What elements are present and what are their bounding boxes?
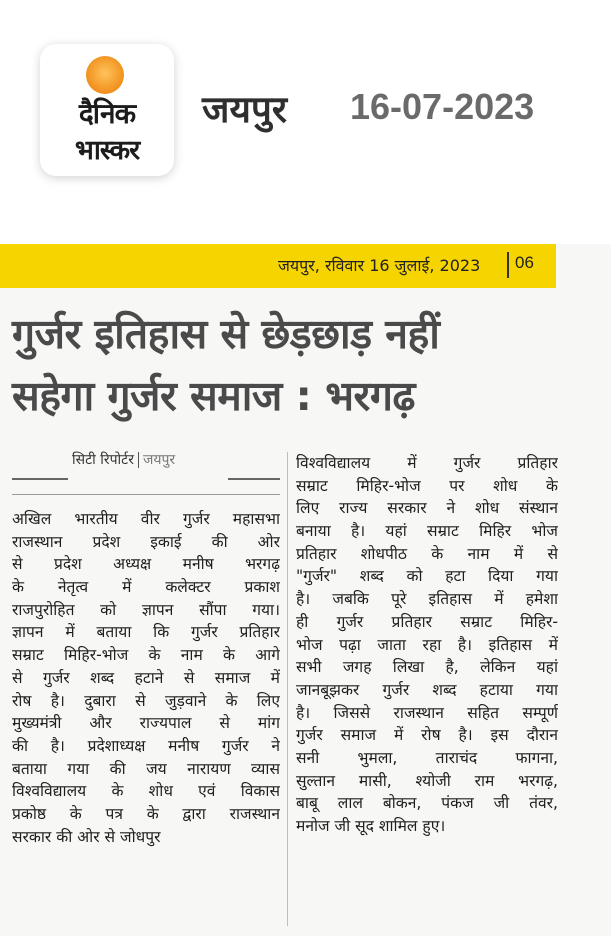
article-line: बताया गया की जय नारायण व्यास <box>12 759 280 778</box>
page-number: 06 <box>515 253 534 272</box>
dateline-separator <box>507 252 509 278</box>
app-header <box>0 0 611 240</box>
article-line: राजपुरोहित को ज्ञापन सौंपा गया। <box>12 600 280 619</box>
article-line: राजस्थान प्रदेश इकाई की ओर <box>12 532 280 551</box>
article-line: बाबू लाल बोकन, पंकज जी तंवर, <box>296 794 558 813</box>
dainik-bhaskar-logo <box>40 44 174 176</box>
dateline-strip <box>0 244 556 288</box>
logo-text-line1: दैनिक <box>78 97 136 130</box>
article-line: सुल्तान मासी, श्योजी राम भरगढ़, <box>296 771 558 790</box>
article-line: विश्वविद्यालय के शोध एवं विकास <box>12 782 280 801</box>
sun-icon <box>86 56 124 94</box>
article-line: अखिल भारतीय वीर गुर्जर महासभा <box>12 510 280 528</box>
article-line: ज्ञापन में बताया कि गुर्जर प्रतिहार <box>12 623 280 642</box>
headline-line1: गुर्जर इतिहास से छेड़छाड़ नहीं <box>12 310 440 358</box>
article-line: सम्राट मिहिर-भोज के नाम के आगे <box>12 646 280 665</box>
column-top-rule <box>12 494 280 495</box>
article-line: है। जबकि पूरे इतिहास में हमेशा <box>296 590 558 609</box>
byline-rule-left <box>12 478 68 480</box>
headline-line2: सहेगा गुर्जर समाज : भरगढ़ <box>12 372 415 420</box>
article-line: "गुर्जर" शब्द को हटा दिया गया <box>296 567 558 586</box>
article-line: बनाया है। यहां सम्राट मिहिर भोज <box>296 522 558 541</box>
article-line: ही गुर्जर प्रतिहार सम्राट मिहिर- <box>296 612 558 631</box>
byline <box>72 450 175 469</box>
article-line: भोज पढ़ा जाता रहा है। इतिहास में <box>296 635 558 654</box>
byline-rule-right <box>228 478 280 480</box>
article-line: मुख्यमंत्री और राज्यपाल से मांग <box>12 714 280 733</box>
article-line: लिए राज्य सरकार ने शोध संस्थान <box>296 499 558 518</box>
article-line: गुर्जर समाज में रोष है। इस दौरान <box>296 726 558 745</box>
logo-text-line2: भास्कर <box>74 135 140 166</box>
article-line: मनोज जी सूद शामिल हुए। <box>296 817 446 835</box>
byline-separator <box>138 452 139 468</box>
article-line: सरकार की ओर से जोधपुर <box>12 827 161 846</box>
article-line: प्रतिहार शोधपीठ के नाम में से <box>296 544 558 563</box>
article-line: सभी जगह लिखा है, लेकिन यहां <box>296 658 558 677</box>
article-column-right <box>296 452 558 838</box>
article-line: से प्रदेश अध्यक्ष मनीष भरगढ़ <box>12 555 280 574</box>
newspaper-clipping <box>0 244 611 936</box>
article-line: सम्राट मिहिर-भोज पर शोध के <box>296 476 558 495</box>
byline-reporter: सिटी रिपोर्टर <box>72 452 134 468</box>
article-line: है। जिससे राजस्थान सहित सम्पूर्ण <box>296 703 558 722</box>
byline-city: जयपुर <box>142 452 176 468</box>
dateline-text: जयपुर, रविवार 16 जुलाई, 2023 <box>278 256 481 275</box>
article-line: सनी भुमला, ताराचंद फागना, <box>296 748 558 767</box>
article-line: से गुर्जर शब्द हटाने से समाज में <box>12 668 280 687</box>
article-line: विश्वविद्यालय में गुर्जर प्रतिहार <box>296 454 558 472</box>
article-line: के नेतृत्व में कलेक्टर प्रकाश <box>12 578 280 597</box>
edition-date: 16-07-2023 <box>350 86 535 127</box>
article-column-left <box>12 508 280 848</box>
article-line: रोष है। दुबारा से जुड़वाने के लिए <box>12 691 280 710</box>
article-line: जानबूझकर गुर्जर शब्द हटाया गया <box>296 680 558 699</box>
column-divider <box>287 452 288 926</box>
article-line: प्रकोष्ठ के पत्र के द्वारा राजस्थान <box>12 804 280 823</box>
article-line: की है। प्रदेशाध्यक्ष मनीष गुर्जर ने <box>12 736 280 755</box>
edition-city: जयपुर <box>202 88 288 131</box>
